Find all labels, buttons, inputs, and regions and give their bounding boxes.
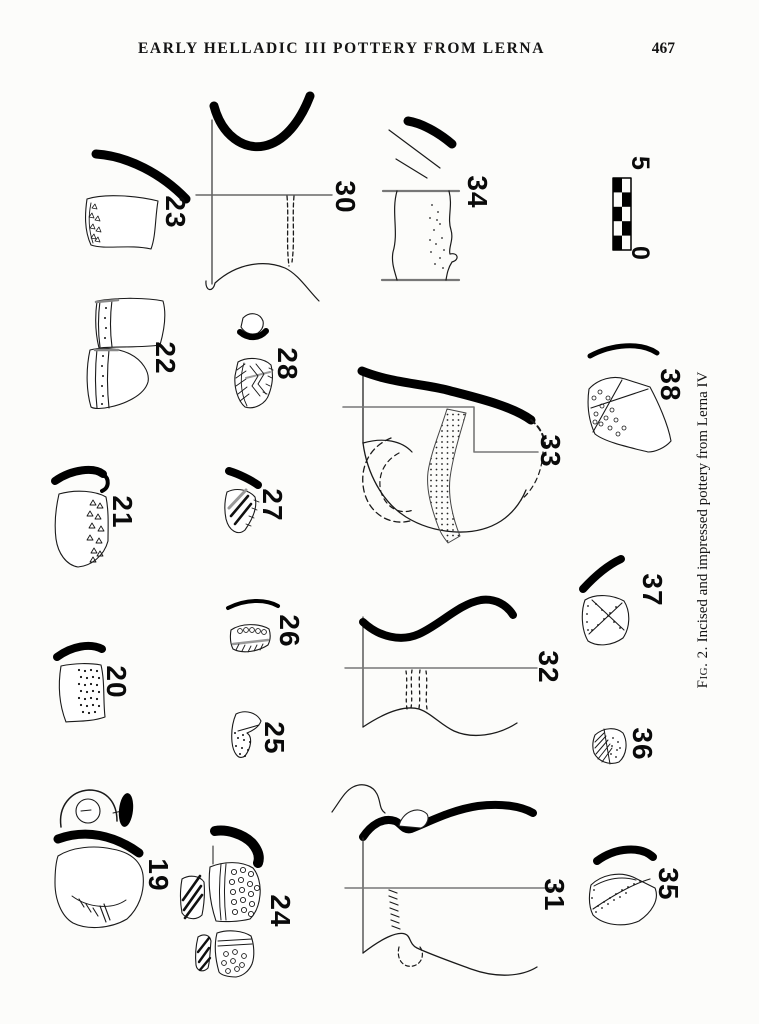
item-label-23: 23 [160, 195, 191, 229]
figure-caption-text: Incised and impressed pottery from Lerna IV [695, 371, 711, 643]
item-label-24: 24 [265, 894, 296, 928]
item-label-38: 38 [655, 368, 686, 402]
page-number: 467 [651, 40, 675, 57]
item-label-26: 26 [274, 614, 305, 648]
sherd-25-drawing [232, 712, 261, 758]
sherd-37-drawing [582, 559, 628, 645]
page-title: EARLY HELLADIC III POTTERY FROM LERNA [137, 40, 546, 57]
item-label-36: 36 [627, 727, 658, 761]
sherd-35-drawing [589, 850, 656, 925]
item-label-22: 22 [150, 341, 181, 375]
sherd-27-drawing [225, 471, 259, 533]
item-label-37: 37 [637, 573, 668, 607]
figure-caption-prefix: Fig. 2. [695, 646, 711, 689]
item-label-35: 35 [653, 867, 684, 901]
sherd-24-drawing [181, 831, 261, 977]
item-label-20: 20 [101, 665, 132, 699]
vessel-31-drawing [332, 785, 559, 975]
item-label-32: 32 [533, 650, 564, 684]
item-label-30: 30 [330, 180, 361, 214]
vessel-32-drawing [345, 600, 537, 736]
item-label-19: 19 [143, 858, 174, 892]
sherd-19-drawing [55, 790, 143, 928]
item-label-27: 27 [257, 488, 288, 522]
vessel-30-drawing [196, 96, 332, 301]
scale-label-0: 0 [626, 246, 654, 260]
item-label-28: 28 [272, 347, 303, 381]
item-label-34: 34 [462, 175, 493, 209]
figure-caption [693, 355, 713, 705]
item-label-21: 21 [107, 495, 138, 529]
sherd-21-drawing [55, 470, 108, 567]
sherd-36-drawing [593, 729, 626, 764]
item-label-31: 31 [539, 878, 570, 912]
scale-label-5: 5 [626, 156, 654, 170]
sherd-28-drawing [235, 314, 273, 408]
sherd-20-drawing [57, 646, 105, 722]
item-label-33: 33 [535, 434, 566, 468]
sherd-34-drawing [382, 121, 459, 280]
vessel-33-drawing [343, 368, 545, 543]
sherd-26-drawing [228, 601, 278, 652]
item-label-25: 25 [259, 721, 290, 755]
